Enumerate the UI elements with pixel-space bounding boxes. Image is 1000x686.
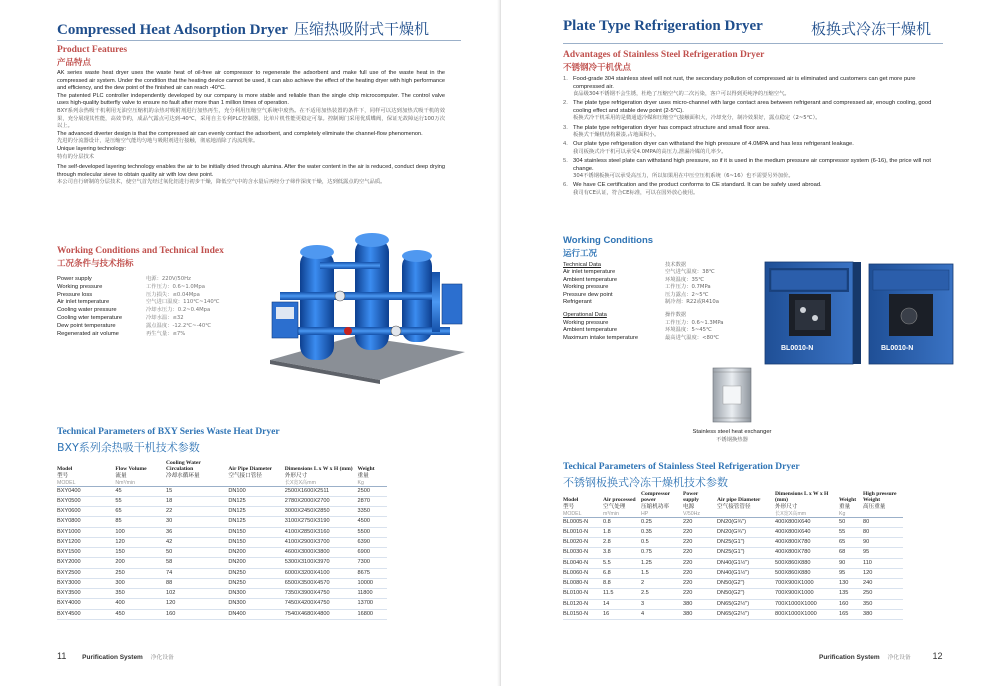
table-row — [563, 568, 903, 578]
dryer-model-label-2: BL0010-N — [881, 345, 914, 352]
table-cell: 3100X2750X3190 — [285, 517, 358, 527]
table-cell: 2870 — [357, 496, 387, 506]
table-cell: DN400 — [228, 609, 284, 619]
table-row — [57, 609, 387, 619]
table-cell: BL0100-N — [563, 589, 603, 599]
table-cell: DN150 — [228, 527, 284, 537]
table-cell: 400 — [115, 599, 166, 609]
table-cell: 0.75 — [641, 548, 683, 558]
table-cell: DN20(G¾") — [717, 517, 775, 527]
table-cell: 1.8 — [603, 527, 641, 537]
td-row: Maximum intake temperature 最高进气温度：<80℃ — [563, 334, 720, 341]
table-cell: DN40(G1½") — [717, 558, 775, 568]
table-row — [57, 527, 387, 537]
table-cell: 65 — [839, 538, 863, 548]
table-cell: BL0150-N — [563, 609, 603, 619]
table-cell: 95 — [863, 548, 903, 558]
table-cell: 1.25 — [641, 558, 683, 568]
table-cell: 2.5 — [641, 589, 683, 599]
table-row — [57, 568, 387, 578]
table-cell: DN250 — [228, 578, 284, 588]
table-row — [57, 599, 387, 609]
table-cell: DN300 — [228, 589, 284, 599]
table-cell: 50 — [166, 548, 228, 558]
table-cell: 15 — [166, 486, 228, 496]
technical-data — [563, 262, 724, 342]
table-cell: 2 — [641, 579, 683, 589]
table-row — [57, 496, 387, 506]
table-cell: 220 — [683, 538, 717, 548]
title-divider — [563, 43, 943, 44]
table-cell: 100 — [115, 527, 166, 537]
product-features-heading: Product Features 产品特点 — [57, 45, 128, 68]
table-row — [563, 599, 903, 609]
table-cell: BXY2500 — [57, 568, 115, 578]
table-cell: 220 — [683, 579, 717, 589]
right-page-title: Plate Type Refrigeration Dryer — [563, 18, 763, 34]
td-row: Ambient temperature 环境温度：35℃ — [563, 276, 705, 283]
left-footer — [57, 651, 174, 661]
table-cell: 7300 — [357, 558, 387, 568]
table-cell: 220 — [683, 589, 717, 599]
table-cell: 250 — [115, 568, 166, 578]
advantages-heading: Advantages of Stainless Steel Refrigeration Dryer 不锈钢冷干机优点 — [563, 50, 765, 73]
footer-brand-cn: 净化设备 — [887, 655, 911, 661]
heat-exchanger-image — [709, 366, 755, 426]
table-cell: 14 — [603, 599, 641, 609]
table-cell: 250 — [863, 589, 903, 599]
table-cell: 11.5 — [603, 589, 641, 599]
table-cell: 22 — [166, 507, 228, 517]
list-item: 1. Food-grade 304 stainless steel will not rust, the secondary pollution of compressed air is eliminated and customers can get more pure compressed air. 食品级304不锈钢不会生锈，杜绝了压缩空气的二次污染，客户可以得到更纯净的压缩空气。 — [563, 76, 916, 98]
table-cell: 2.8 — [603, 538, 641, 548]
operational-data-heading: Operational Data 操作数据 — [563, 312, 687, 319]
table-cell: 500X860X880 — [775, 568, 839, 578]
table-cell: DN65(G2½") — [717, 599, 775, 609]
adsorption-dryer-image — [260, 232, 470, 384]
td-row: Ambient temperature 环境温度：5~45℃ — [563, 327, 712, 334]
table-cell: DN125 — [228, 496, 284, 506]
table-cell: 4100X2900X3700 — [285, 537, 358, 547]
table-cell: 65 — [115, 507, 166, 517]
table-cell: BL0010-N — [563, 527, 603, 537]
table-cell: 3 — [641, 599, 683, 609]
left-page-title: Compressed Heat Adsorption Dryer 压缩热吸附式干燥机 — [57, 20, 429, 38]
table-cell: BXY3500 — [57, 589, 115, 599]
table-header-units: MODEL Nm³/min 长X宽X高mm Kg — [57, 480, 387, 487]
table-cell: 3350 — [357, 507, 387, 517]
table-cell: 45 — [115, 486, 166, 496]
table-cell: 4100X2850X3160 — [285, 527, 358, 537]
table-cell: 3.8 — [603, 548, 641, 558]
table-row — [57, 589, 387, 599]
table-cell: 800X1000X1000 — [775, 609, 839, 619]
table-cell: BXY4000 — [57, 599, 115, 609]
table-cell: BL0040-N — [563, 558, 603, 568]
table-cell: 4500 — [357, 517, 387, 527]
features-paragraph-4-cn: 特有的分层技术 — [57, 153, 95, 160]
table-cell: 11800 — [357, 589, 387, 599]
technical-data-heading: Technical Data 技术数据 — [563, 262, 687, 268]
list-item: 2. The plate type refrigeration dryer uses micro-channel with large contact area between refrigerant and compressed air, enough cooling, good cooling effect and stable dew point (2-5°C). 板换式冷干机采用的是微通道冷媒和压缩空气接触面积大，冷却充分，制冷效果好，露点稳定（2~5℃）。 — [563, 100, 932, 122]
table-cell: 7450X4200X4750 — [285, 599, 358, 609]
table-row — [563, 558, 903, 568]
table-cell: 380 — [683, 609, 717, 619]
td-row: Working pressure 工作压力：0.6~1.3MPa — [563, 319, 724, 326]
table-cell: 90 — [839, 558, 863, 568]
wc-row: Power supply 电源：220V/50Hz — [57, 276, 191, 282]
table-cell: 0.5 — [641, 538, 683, 548]
table-cell: 2500X1600X2511 — [285, 486, 358, 496]
table-cell: 18 — [166, 496, 228, 506]
features-paragraph-5: The self-developed layering technology enables the air to be initially dried through alumina. After the water content in the air is reduced, conduct deep drying through molecular sieve to obtain quality air with low dew point. — [57, 164, 445, 178]
wc-row: Air inlet temperature 空气进口温度：110℃~140℃ — [57, 299, 220, 306]
table-cell: DN50(G2") — [717, 589, 775, 599]
table-cell: BXY4500 — [57, 609, 115, 619]
page-number: 12 — [932, 651, 943, 661]
table-cell: DN200 — [228, 548, 284, 558]
table-cell: 102 — [166, 589, 228, 599]
table-cell: DN40(G1½") — [717, 568, 775, 578]
table-cell: DN300 — [228, 599, 284, 609]
table-cell: 400X800X640 — [775, 527, 839, 537]
table-cell: DN250 — [228, 568, 284, 578]
table-cell: 700X900X1000 — [775, 579, 839, 589]
wc-row: Working pressure 工作压力：0.6~1.0Mpa — [57, 283, 205, 290]
refrigeration-parameters-table — [563, 491, 903, 620]
title-divider — [57, 40, 461, 41]
table-cell: 85 — [115, 517, 166, 527]
table-cell: 80 — [863, 527, 903, 537]
working-conditions-heading: Working Conditions and Technical Index 工况条件与技术指标 — [57, 246, 224, 269]
table-header-en: Model Flow Volume Cooling Water Circulation Air Pipe Diameter Dimensions L x W x H (mm) Weight — [57, 460, 375, 473]
table-cell: 36 — [166, 527, 228, 537]
table-cell: 5.5 — [603, 558, 641, 568]
table-cell: 4600X3000X3800 — [285, 548, 358, 558]
table-cell: BXY1500 — [57, 548, 115, 558]
table-cell: 120 — [863, 568, 903, 578]
table-row — [57, 517, 387, 527]
table-row — [563, 589, 903, 599]
table-cell: BXY1000 — [57, 527, 115, 537]
table-cell: 6500X3500X4570 — [285, 578, 358, 588]
table-cell: BL0120-N — [563, 599, 603, 609]
list-item: 4. Our plate type refrigeration dryer can withstand the high pressure of 4.0MPA and has less refrigerant leakage. 我司板换式冷干机可以承受4.0MPA的高压力,泄漏冷媒的几率少。 — [563, 141, 854, 155]
table-header-units: MODEL m³/min HP V/50Hz 长X宽X高mm Kg — [563, 511, 903, 518]
table-cell: 380 — [683, 599, 717, 609]
table-cell: BL0005-N — [563, 517, 603, 527]
table-cell: 220 — [683, 517, 717, 527]
table-cell: 8675 — [357, 568, 387, 578]
table-row — [563, 579, 903, 589]
bxy-parameters-heading: Technical Parameters of BXY Series Waste Heat Dryer BXY系列余热吸干机技术参数 — [57, 427, 280, 454]
table-cell: 3000X2450X2850 — [285, 507, 358, 517]
table-row — [563, 548, 903, 558]
refrigeration-parameters-heading: Techical Parameters of Stainless Steel Refrigeration Dryer 不锈钢板换式冷冻干燥机技术参数 — [563, 462, 800, 489]
table-cell: 120 — [166, 599, 228, 609]
table-cell: BXY0500 — [57, 496, 115, 506]
table-cell: 8.8 — [603, 579, 641, 589]
product-features-text — [57, 70, 445, 187]
table-cell: 42 — [166, 537, 228, 547]
table-cell: 220 — [683, 568, 717, 578]
table-cell: 350 — [115, 589, 166, 599]
footer-brand: Purification System — [819, 654, 880, 661]
table-cell: 6.8 — [603, 568, 641, 578]
table-cell: 700X900X1000 — [775, 589, 839, 599]
table-row — [563, 517, 903, 527]
table-cell: 55 — [115, 496, 166, 506]
table-cell: DN65(G2½") — [717, 609, 775, 619]
table-cell: BL0060-N — [563, 568, 603, 578]
table-cell: 13700 — [357, 599, 387, 609]
table-header-en: Model Air processed Compressor power Power supply Air pipe Diameter Dimensions L x W x H (mm) Weight High pressure Weight — [563, 491, 897, 504]
table-cell: 160 — [839, 599, 863, 609]
td-row: Refrigerant 制冷剂：R22或R410a — [563, 299, 719, 306]
table-cell: DN150 — [228, 537, 284, 547]
wc-row: Regenerated air volume 再生气量：≤7% — [57, 330, 186, 337]
features-paragraph-3: The advanced diverter design is that the compressed air can evenly contact the adsorbent, and completely eliminate the channel-flow phenomenon. — [57, 130, 423, 137]
refrigeration-dryer-image — [759, 258, 959, 368]
table-cell: 220 — [683, 558, 717, 568]
list-item: 5. 304 stainless steel plate can withstand high pressure, so if it is used in the medium pressure air compressor system (6-16), the price will not change. 304不锈钢板换可以承受高压力，所以如果用在中压空压机系统（6~16）也不需要另外加价。 — [563, 157, 931, 180]
table-cell: 74 — [166, 568, 228, 578]
right-footer — [819, 651, 943, 661]
wc-row: Pressure loss 压力损失：≤0.04Mpa — [57, 291, 200, 298]
table-cell: 380 — [863, 609, 903, 619]
heat-exchanger-caption: Stainless steel heat exchanger 不锈钢换热器 — [692, 429, 772, 443]
table-cell: 400X800X640 — [775, 517, 839, 527]
table-cell: BXY3000 — [57, 578, 115, 588]
table-cell: 220 — [683, 548, 717, 558]
table-cell: 88 — [166, 578, 228, 588]
bxy-table-body — [57, 486, 387, 619]
table-cell: 135 — [839, 589, 863, 599]
wc-row: Cooling water pressure 冷却水压力：0.2~0.4Mpa — [57, 307, 211, 314]
table-cell: 7350X3900X4750 — [285, 589, 358, 599]
table-cell: 220 — [683, 527, 717, 537]
table-cell: 700X1000X1000 — [775, 599, 839, 609]
table-header-cn: 型号 空气处理 压缩机功率 电源 空气接管管径 外形尺寸 重量 高压重量 — [563, 503, 886, 510]
table-row — [563, 609, 903, 619]
features-paragraph-5-cn: 本公司自行研制的分层技术，使空气首先经过氧化铝进行初步干燥，降低空气中的含水量后再经分子筛作深度干燥，达到低露点的空气品质。 — [57, 179, 386, 186]
table-cell: 68 — [839, 548, 863, 558]
list-item: 3. The plate type refrigeration dryer has compact structure and small floor area. 板换式干燥机结构紧凑,占地面积小。 — [563, 124, 770, 139]
footer-brand: Purification System — [82, 654, 143, 661]
features-paragraph-2: The patented PLC controller independently developed by our company is more stable and reliable than the single chip microcomputer. The control valve uses high-quality butterfly valve to ensure no fault after more than 1 million times of operation. — [57, 92, 445, 107]
table-cell: BXY0800 — [57, 517, 115, 527]
table-cell: BXY0400 — [57, 486, 115, 496]
table-cell: DN200 — [228, 558, 284, 568]
table-cell: 1.5 — [641, 568, 683, 578]
running-conditions-heading: Working Conditions 运行工况 — [563, 235, 654, 259]
table-cell: 0.35 — [641, 527, 683, 537]
table-row — [563, 538, 903, 548]
features-paragraph-4: Unique layering technology: — [57, 145, 127, 152]
wc-row: Dew point temperature 露点温度：-12.2℃~-40℃ — [57, 322, 212, 329]
right-page — [500, 0, 1000, 686]
features-paragraph-3-cn: 先进的分流器设计，是压缩空气能均匀地与吸附剂进行接触，彻底地消除了沟流现象。 — [57, 138, 259, 145]
table-row — [57, 537, 387, 547]
table-cell: 16 — [603, 609, 641, 619]
td-row: Working pressure 工作压力：0.7MPa — [563, 284, 711, 291]
table-cell: 165 — [839, 609, 863, 619]
table-cell: 4 — [641, 609, 683, 619]
table-cell: 0.8 — [603, 517, 641, 527]
table-cell: 2500 — [357, 486, 387, 496]
table-cell: DN100 — [228, 486, 284, 496]
features-paragraph-1: AK series waste heat dryer uses the waste heat of oil-free air compressor to regenerate the adsorbent and make full use of the waste heat in the compressed air system. Under the condition that the heating device cannot be used, it can also achieve the effect of the heating dryer with high performance and efficiency, and the dew point of the finished air can reach -40°C. — [57, 70, 445, 92]
table-cell: BXY1200 — [57, 537, 115, 547]
right-page-title-cn: 板换式冷冻干燥机 — [811, 20, 932, 38]
table-cell: 58 — [166, 558, 228, 568]
table-row — [57, 507, 387, 517]
table-cell: BXY0600 — [57, 507, 115, 517]
table-cell: BL0020-N — [563, 538, 603, 548]
table-cell: 240 — [863, 579, 903, 589]
table-cell: 200 — [115, 558, 166, 568]
bxy-parameters-table — [57, 460, 387, 620]
table-cell: 0.25 — [641, 517, 683, 527]
table-row — [57, 486, 387, 496]
features-paragraph-2-cn: BXY系列余热吸干机利用无油空压缩机的余热对吸附剂进行加热再生，充分利用压缩空气系统中废热。在不适用加热装置的条件下，同样可以达到加热式吸干机的效果，充分展现其性能，高效节约，成品气露点可达到-40℃，采用自主专利PLC控制器，比单片机性能更稳定可靠。控制阀门采用优质蝶阀，保证无故障运行100万次以上。 — [57, 107, 445, 130]
table-cell: 50 — [839, 517, 863, 527]
table-cell: 90 — [863, 538, 903, 548]
advantages-list — [563, 76, 941, 199]
table-cell: 500X860X880 — [775, 558, 839, 568]
table-cell: 6900 — [357, 548, 387, 558]
table-cell: DN125 — [228, 517, 284, 527]
table-cell: 130 — [839, 579, 863, 589]
table-cell: DN125 — [228, 507, 284, 517]
table-cell: BL0030-N — [563, 548, 603, 558]
table-cell: 16800 — [357, 609, 387, 619]
table-cell: DN25(G1") — [717, 548, 775, 558]
table-row — [563, 527, 903, 537]
table-cell: 400X800X780 — [775, 538, 839, 548]
td-row: Pressure dew point 压力露点：2~5℃ — [563, 291, 709, 298]
table-cell: 110 — [863, 558, 903, 568]
table-cell: 30 — [166, 517, 228, 527]
table-cell: 450 — [115, 609, 166, 619]
wc-row: Cooling wter temperature 冷却水温：≤32 — [57, 314, 184, 321]
table-cell: BL0080-N — [563, 579, 603, 589]
table-cell: 10000 — [357, 578, 387, 588]
table-cell: 400X800X780 — [775, 548, 839, 558]
table-cell: DN25(G1") — [717, 538, 775, 548]
table-cell: 55 — [839, 527, 863, 537]
table-cell: 5500 — [357, 527, 387, 537]
refrigeration-table-body — [563, 517, 903, 620]
table-cell: BXY2000 — [57, 558, 115, 568]
list-item: 6. We have CE certification and the product conforms to CE standard. It can be safely used abroad. 我司有CE认证，符合CE标准，可以在国外放心使用。 — [563, 182, 822, 196]
table-cell: DN20(G¾") — [717, 527, 775, 537]
table-cell: 160 — [166, 609, 228, 619]
td-row: Air inlet temperature 空气进气温度：38℃ — [563, 269, 715, 276]
table-row — [57, 558, 387, 568]
table-cell: 120 — [115, 537, 166, 547]
table-cell: 6390 — [357, 537, 387, 547]
table-cell: DN50(G2") — [717, 579, 775, 589]
table-cell: 6000X3200X4100 — [285, 568, 358, 578]
table-cell: 2780X2000X2700 — [285, 496, 358, 506]
working-conditions-list — [57, 276, 220, 338]
table-cell: 7540X4680X4800 — [285, 609, 358, 619]
table-cell: 350 — [863, 599, 903, 609]
dryer-model-label-1: BL0010-N — [781, 345, 814, 352]
table-cell: 5300X3100X3970 — [285, 558, 358, 568]
table-cell: 150 — [115, 548, 166, 558]
table-cell: 80 — [863, 517, 903, 527]
table-row — [57, 578, 387, 588]
table-cell: 95 — [839, 568, 863, 578]
table-row — [57, 548, 387, 558]
page-number: 11 — [57, 651, 67, 661]
table-cell: 300 — [115, 578, 166, 588]
footer-brand-cn: 净化设备 — [150, 655, 174, 661]
table-header-cn: 型号 流量 冷却水循环量 空气接口管径 外形尺寸 重量 — [57, 472, 369, 479]
